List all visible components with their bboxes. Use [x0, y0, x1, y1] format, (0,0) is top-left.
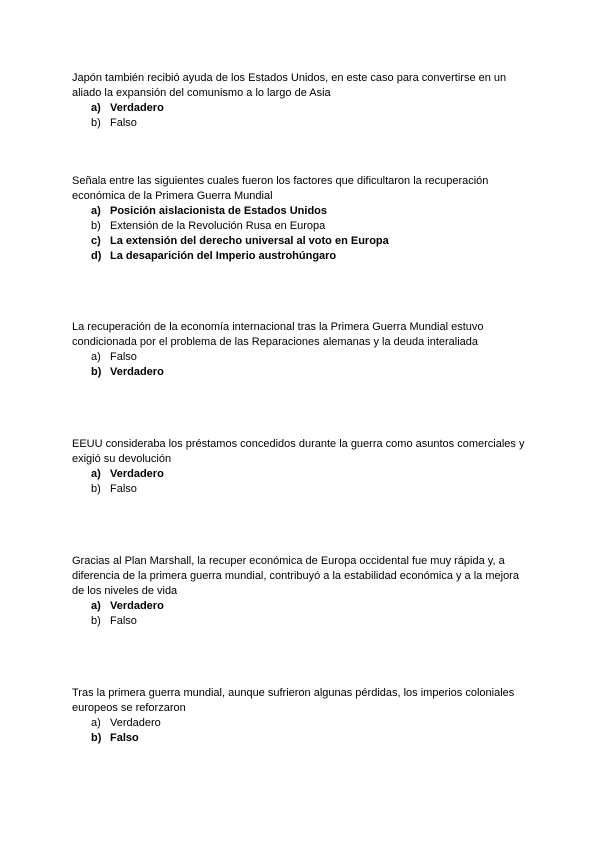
question-text: Japón también recibió ayuda de los Estados Unidos, en este caso para convertirse en un aliado la expansión del comunismo a lo largo de Asia [72, 72, 507, 99]
option-a: a) Verdadero [91, 102, 164, 114]
question-5 [72, 554, 532, 629]
option-b: b) Falso [91, 483, 137, 495]
question-text: Tras la primera guerra mundial, aunque sufrieron algunas pérdidas, los imperios coloniales europeos se reforzaron [72, 687, 515, 714]
question-text: Señala entre las siguientes cuales fueron los factores que dificultaron la recuperación económica de la Primera Guerra Mundial [72, 175, 489, 202]
option-b: b) Falso [91, 732, 139, 744]
option-b: b) Falso [91, 117, 137, 129]
question-4 [72, 437, 532, 497]
question-text: La recuperación de la economía internacional tras la Primera Guerra Mundial estuvo condicionada por el problema de las Reparaciones alemanas y la deuda interaliada [72, 321, 484, 348]
option-c: c) La extensión del derecho universal al voto en Europa [91, 235, 389, 247]
options-list [72, 204, 532, 264]
option-b: b) Extensión de la Revolución Rusa en Europa [91, 220, 326, 232]
options-list [72, 599, 532, 629]
option-a: a) Verdadero [91, 600, 164, 612]
option-b: b) Falso [91, 615, 137, 627]
options-list [72, 350, 532, 380]
options-list [72, 467, 532, 497]
question-text: EEUU consideraba los préstamos concedidos durante la guerra como asuntos comerciales y exigió su devolución [72, 438, 525, 465]
option-a: a) Posición aislacionista de Estados Unidos [91, 205, 328, 217]
options-list [72, 716, 532, 746]
question-3 [72, 320, 532, 380]
question-text: Gracias al Plan Marshall, la recuper económica de Europa occidental fue muy rápida y, a diferencia de la primera guerra mundial, contribuyó a la estabilidad económica y a la mejora de los niveles de vida [72, 555, 519, 597]
question-1 [72, 71, 532, 131]
option-a: a) Falso [91, 351, 137, 363]
option-d: d) La desaparición del Imperio austrohúngaro [91, 250, 337, 262]
question-6 [72, 686, 532, 746]
option-a: a) Verdadero [91, 468, 164, 480]
option-b: b) Verdadero [91, 366, 164, 378]
options-list [72, 101, 532, 131]
option-a: a) Verdadero [91, 717, 161, 729]
question-2 [72, 174, 532, 264]
